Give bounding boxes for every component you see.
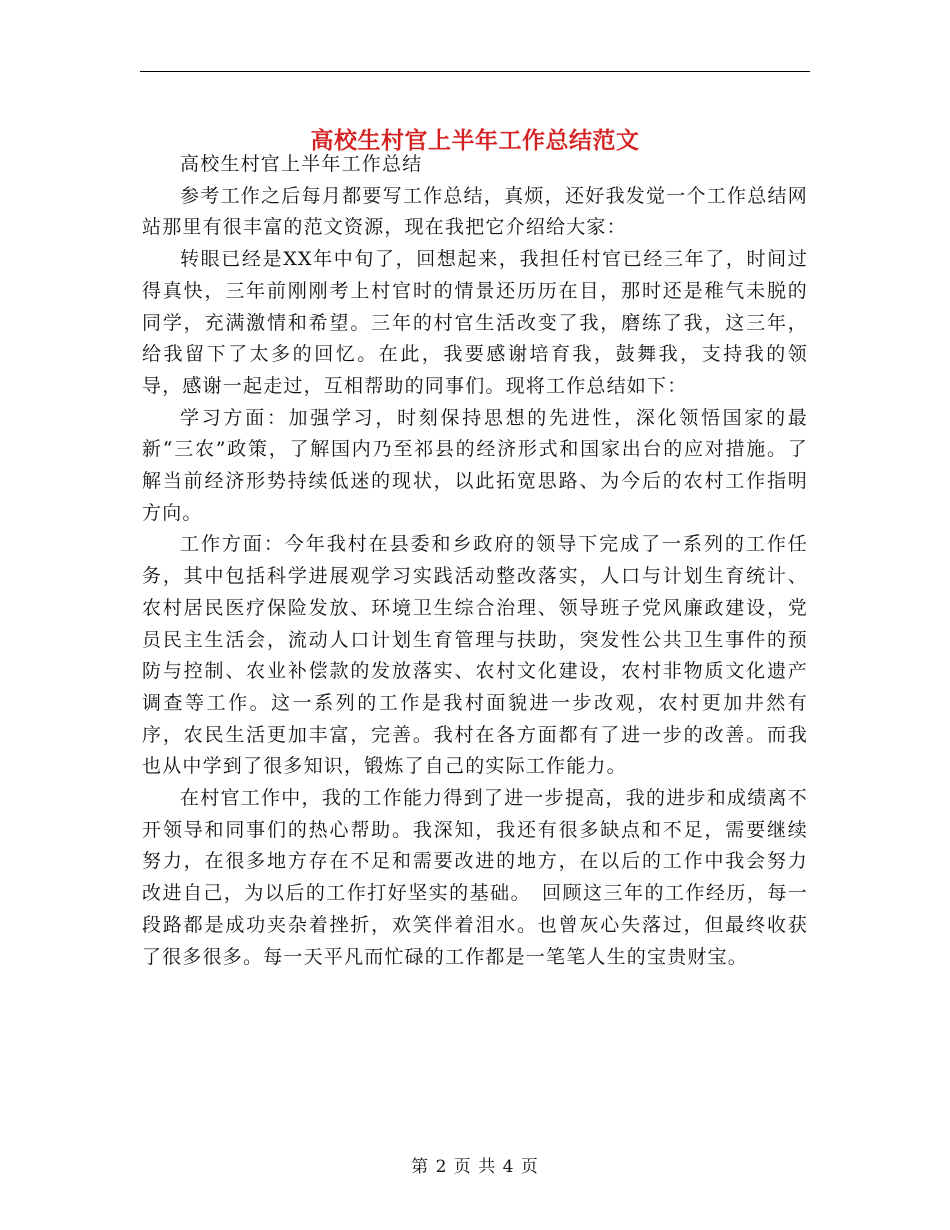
page-footer [0, 1152, 950, 1177]
page-number: 第 2 页 共 4 页 [411, 1157, 539, 1177]
header-rule [140, 71, 810, 72]
document-title: 高校生村官上半年工作总结范文 [310, 127, 640, 155]
document-body [142, 149, 808, 973]
paragraph-work: 工作方面：今年我村在县委和乡政府的领导下完成了一系列的工作任务，其中包括科学进展观学习实践活动整改落实，人口与计划生育统计、农村居民医疗保险发放、环境卫生综合治理、领导班子党风廉政建设，党员民主生活会，流动人口计划生育管理与扶助，突发性公共卫生事件的预防与控制、农业补偿款的发放落实、农村文化建设，农村非物质文化遗产调查等工作。这一系列的工作是我村面貌进一步改观，农村更加井然有序，农民生活更加丰富，完善。我村在各方面都有了进一步的改善。而我也从中学到了很多知识，锻炼了自己的实际工作能力。 [142, 533, 808, 778]
paragraph-conclusion: 在村官工作中，我的工作能力得到了进一步提高，我的进步和成绩离不开领导和同事们的热心帮助。我深知，我还有很多缺点和不足，需要继续努力，在很多地方存在不足和需要改进的地方，在以后的工作中我会努力改进自己，为以后的工作打好坚实的基础。 回顾这三年的工作经历，每一段路都是成功夹杂着挫折，欢笑伴着泪水。也曾灰心失落过，但最终收获了很多很多。每一天平凡而忙碌的工作都是一笔笔人生的宝贵财宝。 [142, 787, 808, 968]
paragraph-intro: 参考工作之后每月都要写工作总结，真烦，还好我发觉一个工作总结网站那里有很丰富的范文资源，现在我把它介绍给大家： [142, 184, 808, 239]
paragraph-subtitle: 高校生村官上半年工作总结 [180, 153, 423, 175]
paragraph-study: 学习方面：加强学习，时刻保持思想的先进性，深化领悟国家的最新“三农”政策，了解国内乃至祁县的经济形式和国家出台的应对措施。了解当前经济形势持续低迷的现状，以此拓宽思路、为今后的农村工作指明方向。 [142, 406, 808, 524]
paragraph-reflection: 转眼已经是XX年中旬了，回想起来，我担任村官已经三年了，时间过得真快，三年前刚刚考上村官时的情景还历历在目，那时还是稚气未脱的同学，充满激情和希望。三年的村官生活改变了我，磨练了我，这三年，给我留下了太多的回忆。在此，我要感谢培育我，鼓舞我，支持我的领导，感谢一起走过，互相帮助的同事们。现将工作总结如下： [142, 248, 808, 397]
